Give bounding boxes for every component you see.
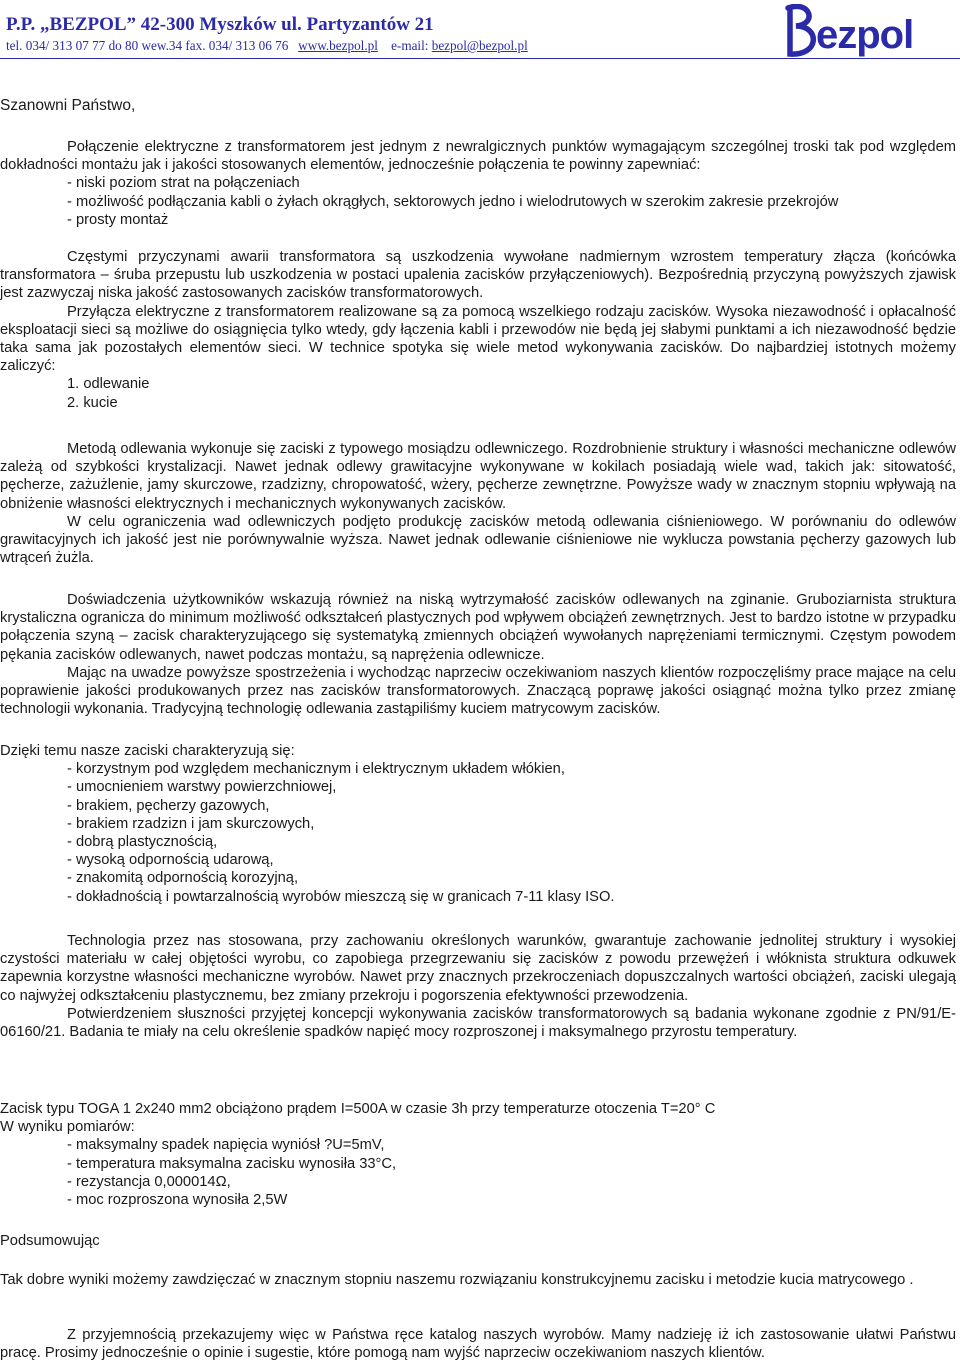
feature-item: - korzystnym pod względem mechanicznym i elektrycznym układem włókien, xyxy=(67,761,565,778)
result-item: - moc rozproszona wynosiła 2,5W xyxy=(67,1192,288,1209)
svg-text:ezpol: ezpol xyxy=(816,13,914,57)
intro-item: - prosty montaż xyxy=(67,211,169,228)
feature-item: - znakomitą odpornością korozyjną, xyxy=(67,870,299,887)
experience-paragraph: Doświadczenia użytkowników wskazują również na niską wytrzymałość zacisków odlewanych na zginanie. Gruboziarnista struktura krystaliczna ogranicza do minimum możliwość odkształceń plastycznych pod wpływem obciążeń zewnętrznych. Jest to bardzo istotne w przypadku połączenia szyną – zacisk charakteryzującego się systematyką zmiennych obciążeń wywołanych naprężeniami termicznymi. Częstym powodem pękania zacisków odlewanych, nawet podczas montażu, są naprężenia odlewnicze. xyxy=(0,592,956,663)
feature-item: - dobrą plastycznością, xyxy=(67,834,218,851)
features-section xyxy=(0,742,956,906)
greeting: Szanowni Państwo, xyxy=(0,97,136,114)
features-intro: Dzięki temu nasze zaciski charakteryzują się: xyxy=(0,743,295,759)
email-link[interactable]: bezpol@bezpol.pl xyxy=(431,38,528,53)
technology-section xyxy=(0,932,956,1041)
header-rule xyxy=(0,58,960,59)
feature-item: - wysoką odpornością udarową, xyxy=(67,852,274,869)
summary-paragraph xyxy=(0,1271,956,1289)
experience-section xyxy=(0,591,956,718)
failures-section xyxy=(0,248,956,412)
company-contact xyxy=(6,38,528,54)
intro-section xyxy=(0,138,956,229)
intro-paragraph: Połączenie elektryczne z transformatorem jest jednym z newralgicznych punktów wymagającym szczególnej troski tak pod względem dokładności montażu jak i jakości stosowanych elementów, jednocześnie połączenia te powinny zapewniać: xyxy=(0,139,956,174)
closing-paragraph xyxy=(0,1326,956,1362)
casting-paragraph: Metodą odlewania wykonuje się zaciski z typowego mosiądzu odlewniczego. Rozdrobnienie struktury i własności mechaniczne odlewów zależą od szybkości krystalizacji. Nawet jednak odlewy grawitacyjne wykonywane w kokilach posiadają wiele wad, takich jak: sitowatość, pęcherze, zażużlenie, jamy skurczowe, rzadzizny, chropowatość, wżery, pęcherze zewnętrzne. Powyższe wady w znacznym stopniu wpływają na obniżenie własności elektrycznych i mechanicznych wykonywanych zacisków. xyxy=(0,441,956,512)
closing-text: Z przyjemnością przekazujemy więc w Państwa ręce katalog naszych wyrobów. Mamy nadzieję iż ich zastosowanie ułatwi Państwu pracę. Prosimy jednocześnie o opinie i sugestie, które pomogą nam wyjść naprzeciw oczekiwaniom naszych klientów. xyxy=(0,1327,956,1362)
result-item: - rezystancja 0,000014Ω, xyxy=(67,1173,231,1190)
test-results-section xyxy=(0,1100,956,1209)
feature-item: - umocnieniem warstwy powierzchniowej, xyxy=(67,779,337,796)
method-item: 1. odlewanie xyxy=(67,376,150,393)
bezpol-logo xyxy=(780,4,950,59)
results-intro: W wyniku pomiarów: xyxy=(0,1119,135,1136)
website-link[interactable]: www.bezpol.pl xyxy=(298,38,378,53)
result-item: - temperatura maksymalna zacisku wynosiła 33°C, xyxy=(67,1155,397,1172)
connections-paragraph: Przyłącza elektryczne z transformatorem realizowane są za pomocą wszelkiego rodzaju zacisków. Wysoka niezawodność i opłacalność eksploatacji sieci są możliwe do osiągnięcia tylko wtedy, gdy łączenia kabli i przewodów nie będą jej słabymi punktami a ich niezawodność będzie taka sama jak pozostałych elementów sieci. W technice spotyka się wiele metod wykonywania zacisków. Do najbardziej istotnych możemy zaliczyć: xyxy=(0,303,956,375)
feature-item: - brakiem rzadzizn i jam skurczowych, xyxy=(67,815,315,832)
email-label: e-mail: xyxy=(391,38,429,53)
pressure-casting-paragraph: W celu ograniczenia wad odlewniczych podjęto produkcję zacisków metodą odlewania ciśnieniowego. W porównaniu do odlewów grawitacyjnych ich jakość jest nie porównywalnie wyższa. Nawet jednak odlewanie ciśnieniowe nie wyklucza powstania pęcherzy gazowych lub wtrąceń żużla. xyxy=(0,513,956,567)
feature-item: - dokładnością i powtarzalnością wyrobów mieszczą się w granicach 7-11 klasy ISO. xyxy=(67,888,615,905)
casting-section xyxy=(0,440,956,567)
confirmation-paragraph: Potwierdzeniem słuszności przyjętej koncepcji wykonywania zacisków transformatorowych są badania wykonane zgodnie z PN/91/E-06160/21. Badania te miały na celu określenie spadków napięć mocy rozproszonej i maksymalnego przyrostu temperatury. xyxy=(0,1005,956,1041)
intro-item: - niski poziom strat na połączeniach xyxy=(67,175,300,192)
summary-label: Podsumowując xyxy=(0,1233,100,1249)
intro-item: - możliwość podłączania kabli o żyłach okrągłych, sektorowych jedno i wielodrutowych w szerokim zakresie przekrojów xyxy=(67,193,839,210)
feature-item: - brakiem, pęcherzy gazowych, xyxy=(67,797,270,814)
improvement-paragraph: Mając na uwadze powyższe spostrzeżenia i wychodząc naprzeciw oczekiwaniom naszych klientów rozpoczęliśmy prace mające na celu poprawienie jakości produkowanych przez nas zacisków transformatorowych. Znaczącą poprawę jakości osiągnąć można tylko przez zmianę technologii wykonania. Tradycyjną technologię odlewania zastąpiliśmy kuciem matrycowym zacisków. xyxy=(0,664,956,718)
phone-fax: tel. 034/ 313 07 77 do 80 wew.34 fax. 034/ 313 06 76 xyxy=(6,38,289,53)
failures-paragraph: Częstymi przyczynami awarii transformatora są uszkodzenia wywołane nadmiernym wzrostem temperatury złącza (końcówka transformatora – śruba przepustu lub uszkodzenia w postaci upalenia zacisków przyłączeniowych). Bezpośrednią przyczyną powyższych zjawisk jest zazwyczaj niska jakość zastosowanych zacisków transformatorowych. xyxy=(0,249,956,302)
method-item: 2. kucie xyxy=(67,394,118,411)
technology-paragraph: Technologia przez nas stosowana, przy zachowaniu określonych warunków, gwarantuje zachowanie jednolitej struktury i wysokiej czystości materiału w całej objętości wyrobu, co zapobiega przegrzewaniu się zacisków z powodu przewężeń i włóknista struktura odkuwek zapewnia korzystne własności mechaniczne wyrobów. Nawet przy znacznych przekroczeniach dopuszczalnych wartości obciążeń, zaciski ulegają co najwyżej odkształceniu plastycznemu, bez zmiany przekroju i pogorszenia efektywności przewodzenia. xyxy=(0,933,956,1004)
result-item: - maksymalny spadek napięcia wyniósł ?U=5mV, xyxy=(67,1137,385,1154)
test-description: Zacisk typu TOGA 1 2x240 mm2 obciążono prądem I=500A w czasie 3h przy temperaturze otoczenia T=20° C xyxy=(0,1101,716,1117)
company-name-address: P.P. „BEZPOL” 42-300 Myszków ul. Partyzantów 21 xyxy=(6,14,434,35)
summary-text: Tak dobre wyniki możemy zawdzięczać w znacznym stopniu naszemu rozwiązaniu konstrukcyjnemu zacisku i metodzie kucia matrycowego . xyxy=(0,1272,914,1288)
